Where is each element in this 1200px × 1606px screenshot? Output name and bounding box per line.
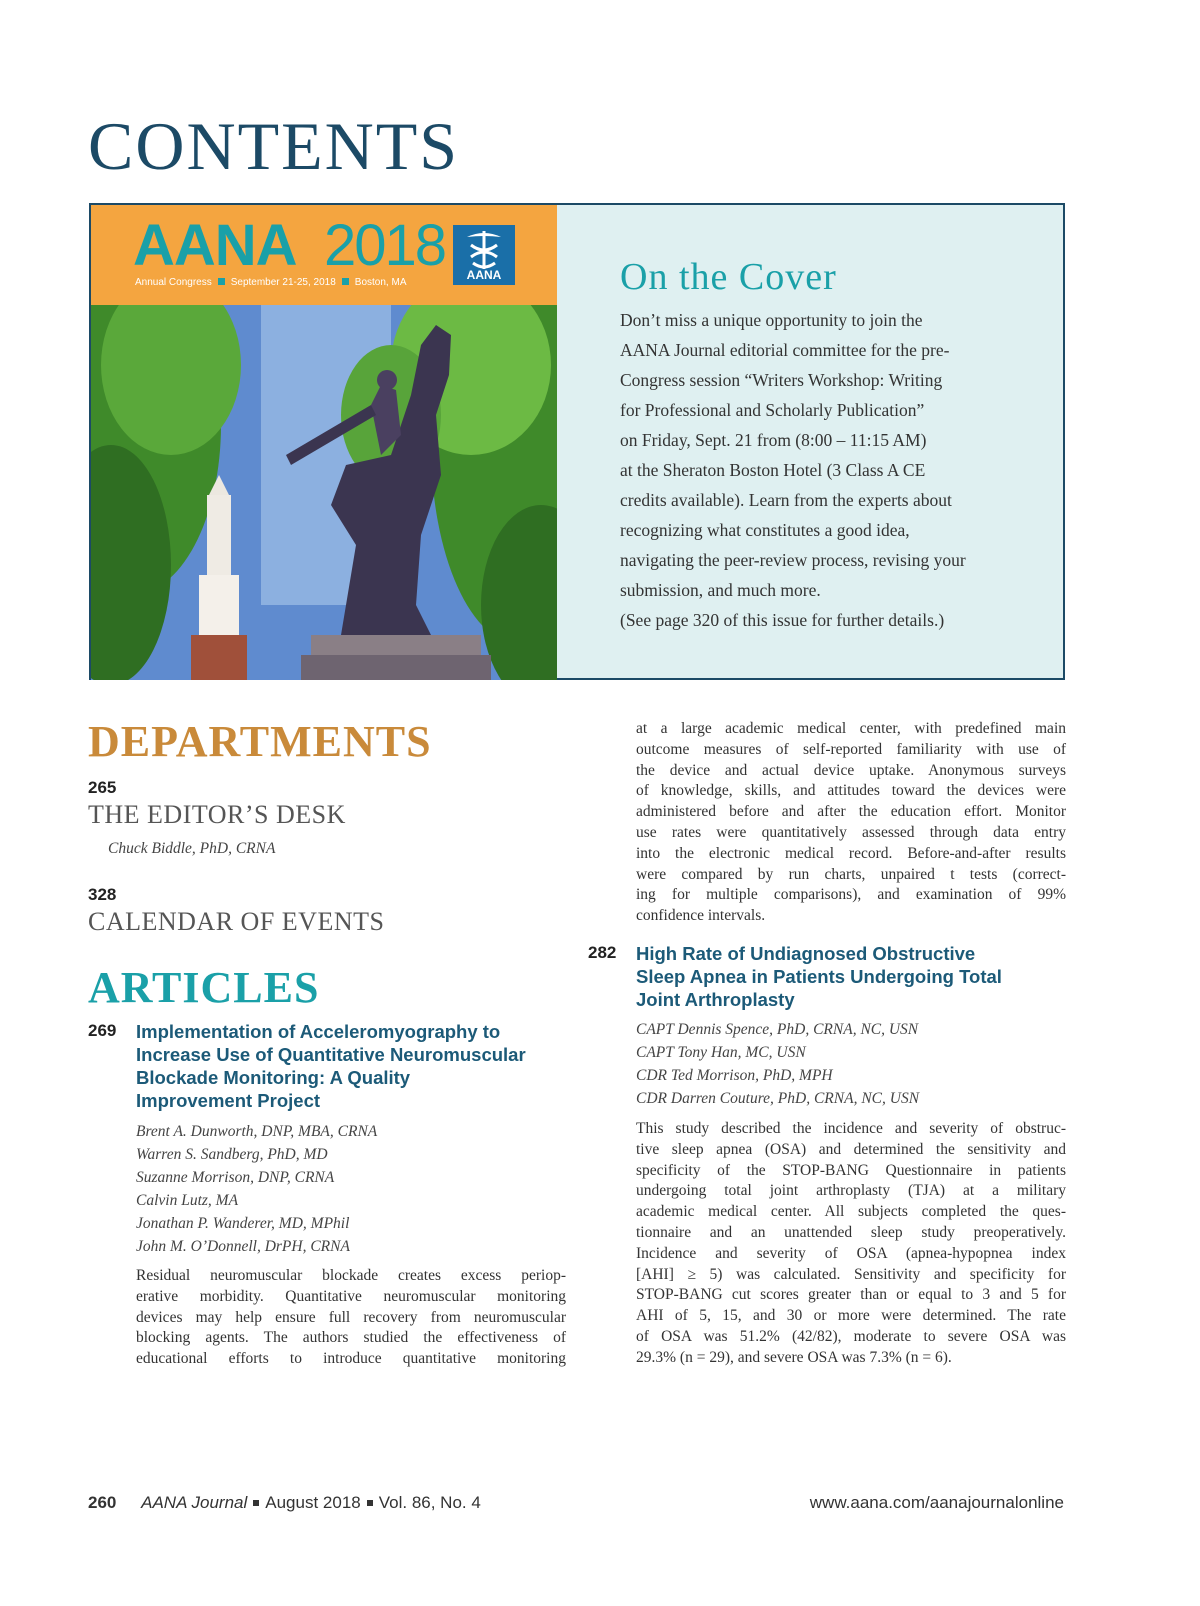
cover-line: navigating the peer-review process, revising your [620,550,966,570]
articles-heading: ARTICLES [88,963,320,1012]
article-title-line: High Rate of Undiagnosed Obstructive [636,943,976,964]
abstract-line: confidence intervals. [636,907,766,925]
footer-page-number: 260 [88,1493,117,1512]
abstract-line: tionnaire and an unattended sleep study preoperatively. [636,1223,1066,1241]
abstract-line: Incidence and severity of OSA (apnea-hypopnea index [636,1244,1066,1262]
cover-line: on Friday, Sept. 21 from (8:00 – 11:15 AM) [620,430,927,450]
abstract-line: were compared by run charts, unpaired t tests (correct- [636,865,1066,883]
abstract-line: blocking agents. The authors studied the effectiveness of [136,1329,566,1347]
abstract-line: erative morbidity. Quantitative neuromuscular monitoring [136,1287,566,1305]
article-title[interactable] [136,1020,526,1112]
cover-photo [91,305,557,680]
on-the-cover-box [89,203,1065,680]
cover-line: credits available). Learn from the experts about [620,490,952,510]
cover-line: submission, and much more. [620,580,821,600]
footer-citation [88,1493,481,1513]
abstract-line: specificity of the STOP-BANG Questionnaire in patients [636,1161,1066,1179]
abstract-line: of knowledge, skills, and attitudes toward the devices were [636,782,1066,800]
article-title[interactable] [636,942,1002,1011]
abstract-line: devices may help ensure full recovery from neuromuscular [136,1308,566,1326]
cover-line: at the Sheraton Boston Hotel (3 Class A CE [620,460,926,480]
abstract-line: AHI of 5, 15, and 30 or more were determined. The rate [636,1307,1066,1325]
cover-line: (See page 320 of this issue for further details.) [620,610,945,630]
banner-brand: AANA [133,213,297,278]
article-author: Calvin Lutz, MA [136,1192,239,1209]
banner-subtitle [135,277,407,288]
article-abstract-continued [636,719,1066,927]
banner-location: Boston, MA [354,277,407,288]
article-page-number: 282 [588,943,617,962]
abstract-line: academic medical center. All subjects completed the ques- [636,1203,1066,1221]
abstract-line: undergoing total joint arthroplasty (TJA) at a military [636,1182,1066,1200]
abstract-line: This study described the incidence and severity of obstruc- [636,1120,1066,1137]
article-title-line: Implementation of Acceleromyography to [136,1021,501,1042]
dept-title-editors-desk[interactable]: THE EDITOR’S DESK [88,800,346,829]
abstract-line: at a large academic medical center, with predefined main [636,720,1066,737]
abstract-line: Residual neuromuscular blockade creates excess periop- [136,1267,566,1284]
cover-line: recognizing what constitutes a good idea, [620,520,910,540]
cover-image [91,205,557,680]
abstract-line: administered before and after the education effort. Monitor [636,803,1066,821]
aana-logo-text: AANA [466,268,502,282]
page-title: CONTENTS [88,108,460,184]
article-author: CDR Ted Morrison, PhD, MPH [636,1067,833,1084]
abstract-line: 29.3% (n = 29), and severe OSA was 7.3% (n = 6). [636,1348,952,1366]
article-title-line: Sleep Apnea in Patients Undergoing Total [636,966,1002,987]
article-page-number: 269 [88,1021,117,1040]
article-author: CDR Darren Couture, PhD, CRNA, NC, USN [636,1090,920,1107]
dept-author: Chuck Biddle, PhD, CRNA [108,840,276,857]
article-title-line: Joint Arthroplasty [636,989,795,1010]
article-author: CAPT Dennis Spence, PhD, CRNA, NC, USN [636,1021,919,1038]
abstract-line: tive sleep apnea (OSA) and determined the sensitivity and [636,1140,1066,1158]
dept-page-number: 328 [88,885,117,904]
cover-line: Congress session “Writers Workshop: Writing [620,370,943,390]
article-author: Suzanne Morrison, DNP, CRNA [136,1169,335,1186]
abstract-line: the device and actual device uptake. Anonymous surveys [636,761,1066,779]
cover-line: Don’t miss a unique opportunity to join the [620,310,923,330]
departments-heading: DEPARTMENTS [88,717,432,766]
abstract-line: [AHI] ≥ 5) was calculated. Sensitivity and specificity for [636,1265,1066,1283]
article-author: Brent A. Dunworth, DNP, MBA, CRNA [136,1123,378,1140]
aana-logo-icon [453,225,515,285]
abstract-line: into the electronic medical record. Before-and-after results [636,844,1066,862]
footer-journal: AANA Journal [141,1493,248,1512]
abstract-line: outcome measures of self-reported familiarity with use of [636,740,1066,758]
abstract-line: ing for multiple comparisons), and examination of 99% [636,886,1066,904]
footer-date: August 2018 [265,1493,361,1512]
abstract-line: STOP-BANG cut scores greater than or equal to 3 and 5 for [636,1286,1066,1304]
abstract-line: of OSA was 51.2% (42/82), moderate to severe OSA was [636,1327,1066,1345]
banner-year: 2018 [324,213,446,278]
dept-page-number: 265 [88,778,117,797]
article-title-line: Increase Use of Quantitative Neuromuscular [136,1044,526,1065]
article-author: CAPT Tony Han, MC, USN [636,1044,806,1061]
article-author: Jonathan P. Wanderer, MD, MPhil [136,1215,350,1232]
footer-url-link[interactable]: www.aana.com/aanajournalonline [809,1493,1064,1512]
cover-heading: On the Cover [620,256,837,298]
article-author: Warren S. Sandberg, PhD, MD [136,1146,328,1163]
abstract-line: educational efforts to introduce quantitative monitoring [136,1350,566,1368]
article-title-line: Blockade Monitoring: A Quality [136,1067,411,1088]
article-abstract [136,1266,566,1370]
article-title-line: Improvement Project [136,1090,321,1111]
cover-line: for Professional and Scholarly Publication” [620,400,925,420]
congress-banner [91,205,557,305]
banner-dates: September 21-25, 2018 [230,277,336,288]
cover-line: AANA Journal editorial committee for the pre- [620,340,950,360]
footer-volume: Vol. 86, No. 4 [378,1493,481,1512]
abstract-line: use rates were quantitatively assessed through data entry [636,823,1066,841]
banner-event: Annual Congress [135,277,212,288]
article-abstract [636,1119,1066,1369]
dept-title-calendar[interactable]: CALENDAR OF EVENTS [88,907,385,936]
cover-description [620,255,1040,635]
article-author: John M. O’Donnell, DrPH, CRNA [136,1238,350,1255]
